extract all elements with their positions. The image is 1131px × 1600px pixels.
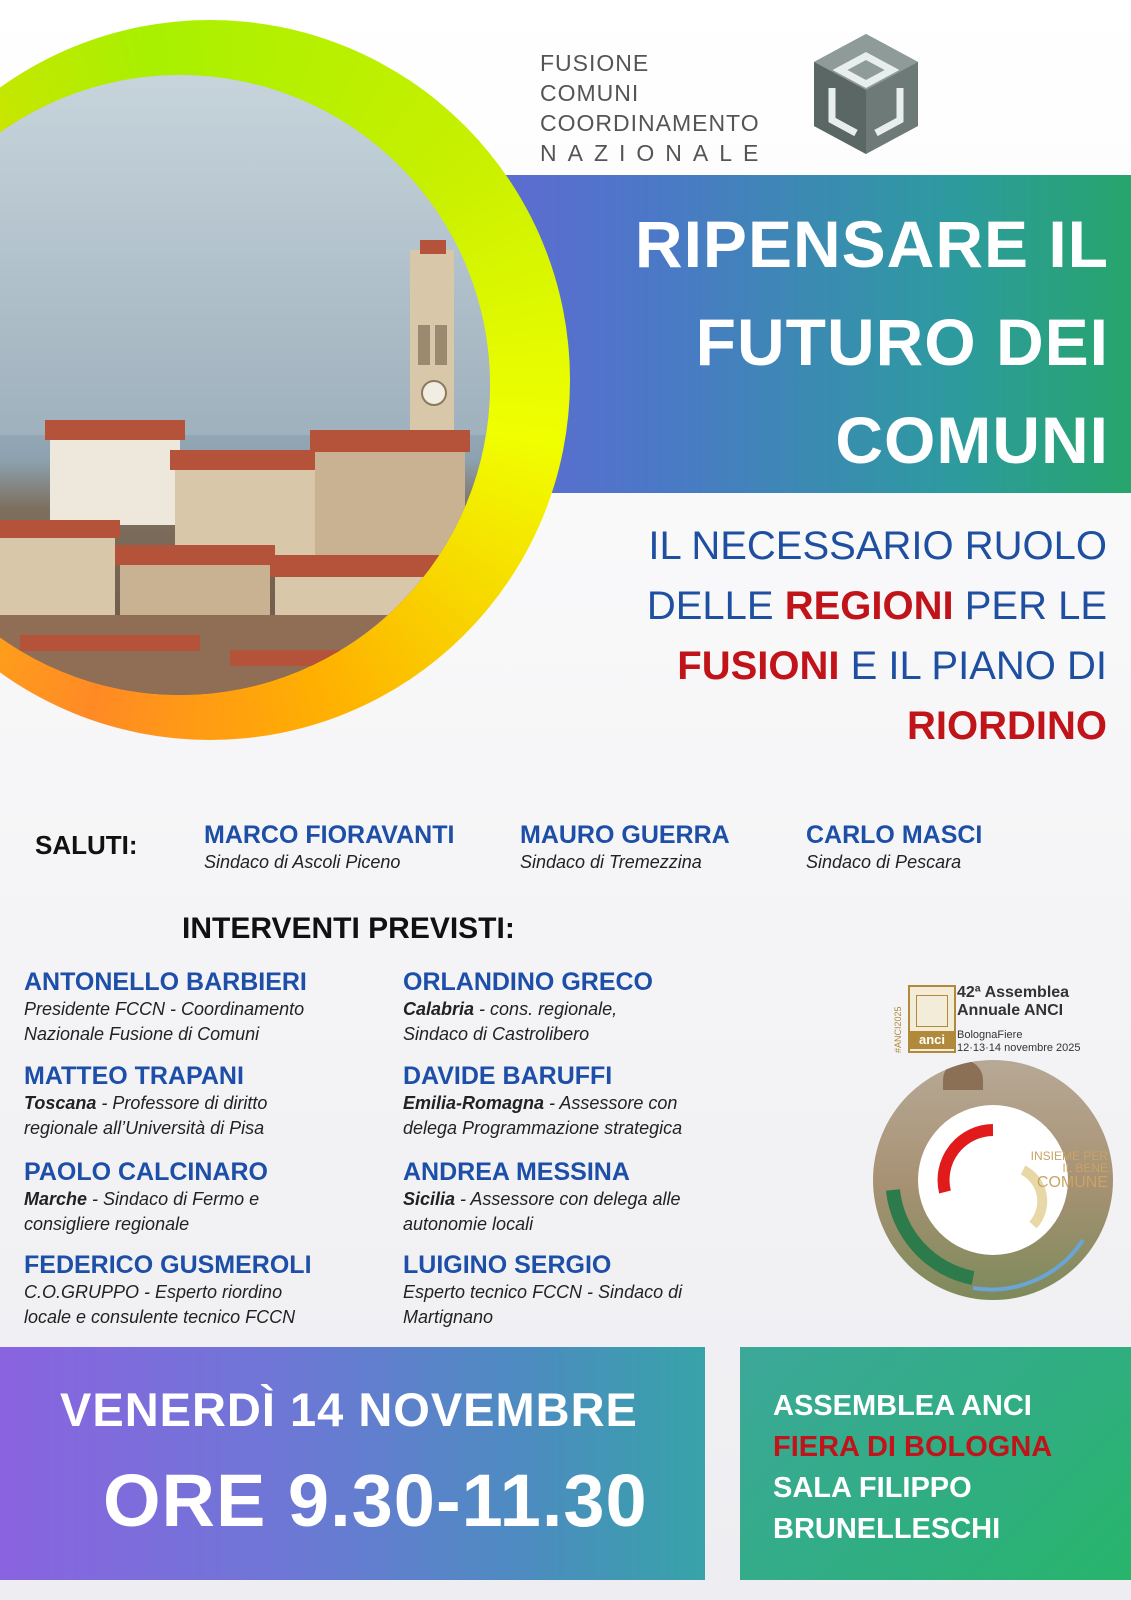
speaker: MATTEO TRAPANI Toscana - Professore di diritto regionale all’Università di Pisa [24,1062,268,1138]
town-photo [0,75,490,695]
title-line-3: COMUNI [835,403,1109,477]
event-date: VENERDÌ 14 NOVEMBRE [60,1383,638,1436]
saluti-person: MARCO FIORAVANTI Sindaco di Ascoli Piceno [204,821,455,872]
subtitle-line-4: RIORDINO [907,704,1107,748]
speaker: LUIGINO SERGIO Esperto tecnico FCCN - Sindaco di Martignano [403,1251,683,1327]
speaker: PAOLO CALCINARO Marche - Sindaco di Fermo e consigliere regionale [24,1158,268,1234]
speaker: ANDREA MESSINA Sicilia - Assessore con delega alle autonomie locali [403,1158,681,1234]
highlight-fusioni: FUSIONI [677,644,840,688]
speaker: DAVIDE BARUFFI Emilia-Romagna - Assessore con delega Programmazione strategica [403,1062,683,1138]
anci-building-icon [916,995,948,1027]
speaker: ANTONELLO BARBIERI Presidente FCCN - Coordinamento Nazionale Fusione di Comuni [24,968,307,1044]
main-title [549,195,1109,489]
fccn-cube-icon [810,30,922,158]
logo-line-2: COORDINAMENTO [540,110,760,136]
title-line-1: RIPENSARE IL [634,207,1109,281]
speaker: FEDERICO GUSMEROLI C.O.GRUPPO - Esperto riordino locale e consulente tecnico FCCN [24,1251,312,1327]
title-line-2: FUTURO DEI [695,305,1109,379]
speaker: ORLANDINO GRECO Calabria - cons. regionale, Sindaco di Castrolibero [403,968,653,1044]
subtitle-line-3: FUSIONI E IL PIANO DI [677,644,1107,688]
anci-hashtag: #ANCI2025 [893,1006,903,1053]
event-venue: ASSEMBLEA ANCI FIERA DI BOLOGNA SALA FILIPPO BRUNELLESCHI [773,1390,1053,1545]
logo-line-1: FUSIONE COMUNI [540,50,650,106]
anci-title: 42ª Assemblea Annuale ANCI [957,984,1070,1019]
logo-line-3: NAZIONALE [540,140,770,166]
fccn-logo-text [540,48,770,168]
subtitle-line-2: DELLE REGIONI PER LE [646,584,1107,628]
anci-graphic [873,1060,1113,1300]
subtitle [507,516,1107,756]
subtitle-line-1: IL NECESSARIO RUOLO [648,524,1107,568]
highlight-regioni: REGIONI [784,584,954,628]
anci-motto: INSIEME PER IL BENE COMUNE [1030,1149,1108,1191]
event-time: ORE 9.30-11.30 [103,1459,648,1542]
saluti-person: CARLO MASCI Sindaco di Pescara [806,821,983,872]
saluti-person: MAURO GUERRA Sindaco di Tremezzina [520,821,730,872]
clock-icon [421,380,447,406]
anci-subtitle: BolognaFiere 12·13·14 novembre 2025 [957,1029,1081,1054]
anci-logo: anci [908,985,956,1053]
saluti-label: SALUTI: [35,830,138,860]
interventi-title: INTERVENTI PREVISTI: [182,912,515,945]
